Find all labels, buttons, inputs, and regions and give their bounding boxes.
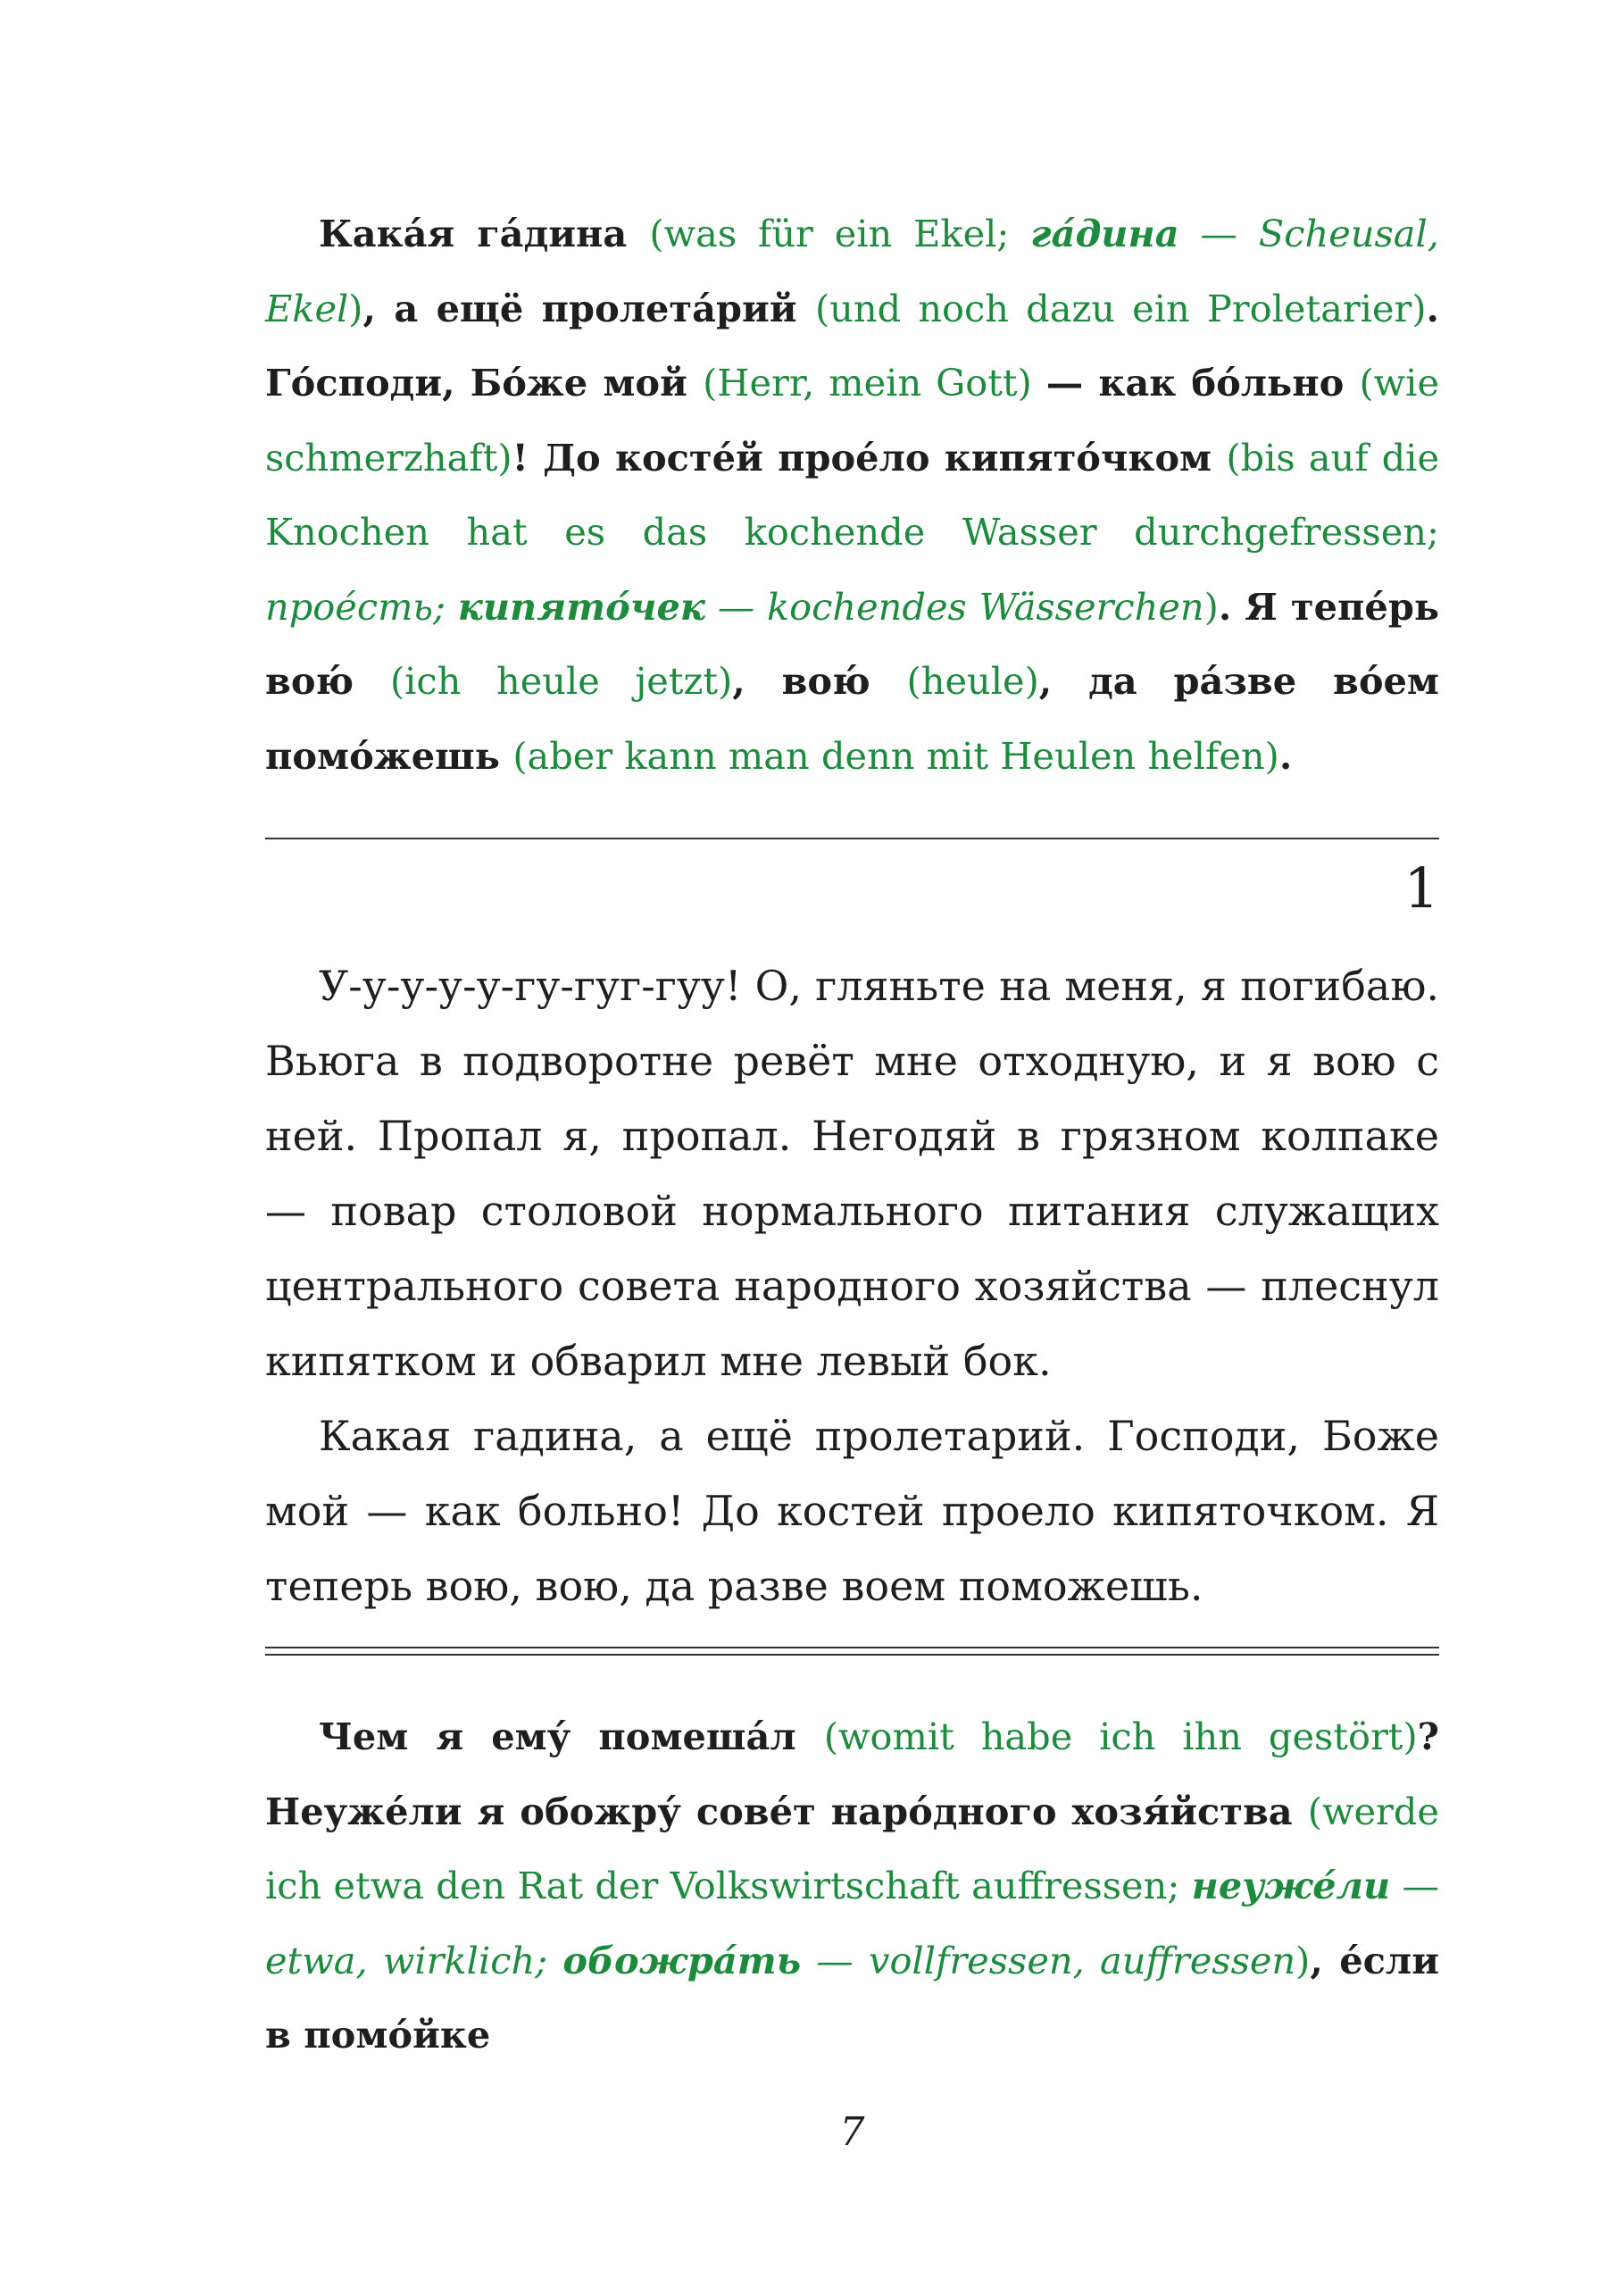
- german-gloss-italic: — vollfressen, auffressen: [801, 1938, 1296, 1982]
- russian-text: ! До косте́й прое́ло кипято́чком: [512, 435, 1227, 480]
- german-gloss: ): [1203, 584, 1219, 629]
- german-gloss: (bis auf die Knochen hat es das kochende Wasser durchgefressen;: [265, 435, 1440, 554]
- double-divider-bottom: [265, 1654, 1439, 1656]
- russian-text: .: [1278, 733, 1293, 778]
- german-gloss: (ich heule jetzt): [389, 659, 733, 703]
- russian-text: , да ра́зве во́ем помо́жешь: [265, 659, 1439, 778]
- german-gloss: ): [1295, 1938, 1311, 1982]
- russian-text: , а ещё пролета́рий: [362, 286, 815, 330]
- gloss-headword: га́дина: [1030, 212, 1179, 255]
- chapter-number: 1: [1403, 855, 1439, 921]
- german-gloss-italic: прое́сть;: [265, 584, 458, 629]
- german-gloss: (was für ein Ekel;: [649, 212, 1031, 255]
- gloss-headword: неуже́ли: [1191, 1864, 1391, 1907]
- german-gloss-italic: — etwa, wirklich;: [265, 1864, 1440, 1982]
- page-number: 7: [839, 2109, 865, 2155]
- russian-text: Чем я ему́ помеша́л: [319, 1715, 824, 1758]
- german-gloss: ): [348, 286, 363, 330]
- original-paragraph: Какая гадина, а ещё пролетарий. Господи, Боже мой — как больно! До костей проело кипяточком. Я теперь вою, вою, да разве воем поможешь.: [265, 1412, 1439, 1610]
- russian-text: , вою́: [732, 659, 907, 703]
- german-gloss-italic: — kochendes Wässerchen: [705, 584, 1204, 629]
- gloss-headword: кипято́чек: [457, 584, 705, 629]
- german-gloss: (Herr, mein Gott): [703, 361, 1046, 405]
- german-gloss: (und noch dazu ein Proletarier): [814, 286, 1427, 330]
- russian-text: Кака́я га́дина: [319, 212, 650, 255]
- russian-text: . Я тепе́рь вою́: [265, 584, 1440, 703]
- original-paragraph: У-у-у-у-у-гу-гуг-гуу! О, гляньте на меня, я погибаю. Вьюга в подворотне ревёт мне отходную, и я вою с ней. Пропал я, пропал. Негодяй в грязном колпаке — повар столовой нормального питания служащих центрального совета народного хозяйства — плеснул кипятком и обварил мне левый бок.: [265, 962, 1439, 1385]
- double-divider-top: [265, 1647, 1439, 1648]
- annotated-paragraph-1: [265, 196, 1439, 793]
- russian-text: , е́сли в помо́йке: [265, 1938, 1439, 2057]
- section-divider: [265, 838, 1439, 839]
- russian-text: ? Неуже́ли я обожру́ сове́т наро́дного хозя́йства: [265, 1715, 1439, 1833]
- russian-text: . Го́споди, Бо́же мой: [265, 286, 1439, 405]
- german-gloss: (wie schmerzhaft): [265, 361, 1439, 480]
- german-gloss: (womit habe ich ihn gestört): [823, 1715, 1418, 1758]
- book-page: [265, 0, 1439, 2278]
- russian-text: — как бо́льно: [1045, 361, 1360, 405]
- german-gloss: (heule): [906, 659, 1039, 703]
- original-text: [265, 948, 1439, 1623]
- german-gloss-italic: — Scheusal, Ekel: [265, 212, 1439, 330]
- annotated-paragraph-2: [265, 1699, 1439, 2073]
- gloss-headword: обожра́ть: [562, 1938, 802, 1982]
- german-gloss: (werde ich etwa den Rat der Volkswirtschaft auffressen;: [265, 1789, 1439, 1907]
- german-gloss: (aber kann man denn mit Heulen helfen): [512, 733, 1279, 778]
